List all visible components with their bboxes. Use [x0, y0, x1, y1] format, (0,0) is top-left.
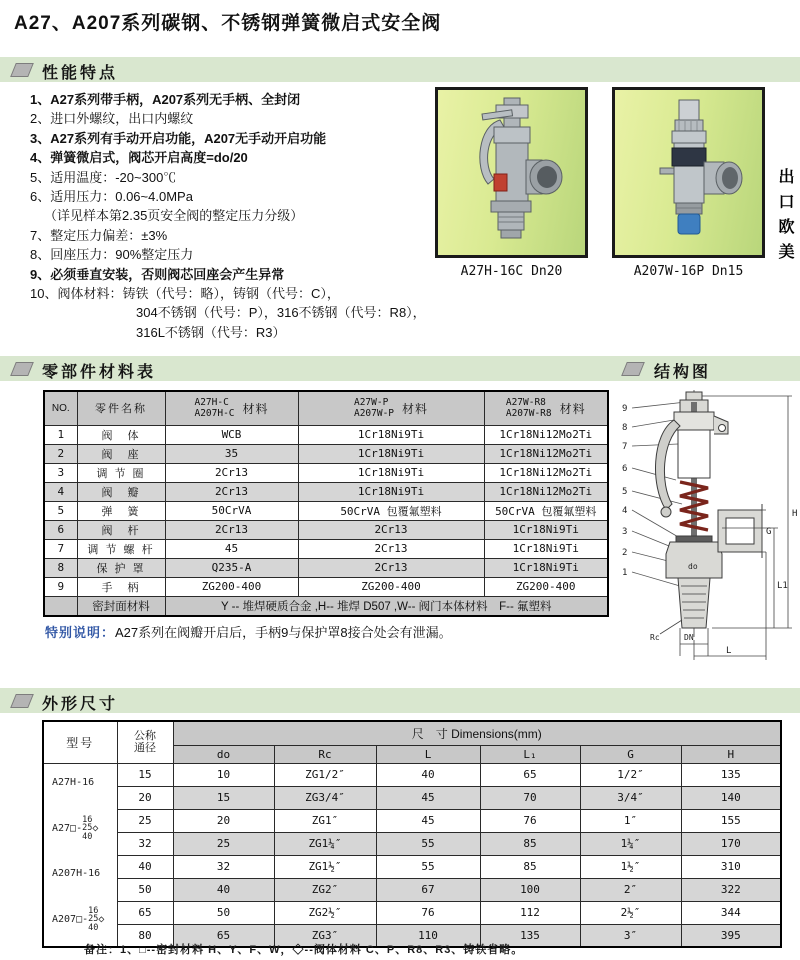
- material-cell: 2Cr13: [298, 520, 484, 539]
- feature-item: 316L不锈钢（代号：R3）: [136, 324, 286, 340]
- photo-caption-a207w: A207W-16P Dn15: [633, 264, 744, 279]
- part-name-cell: 阀 杆: [77, 520, 165, 539]
- dim-cell: 65: [480, 763, 580, 786]
- model-code: A207W-R8: [505, 408, 552, 420]
- dim-cell: ZG1/2″: [274, 763, 376, 786]
- dim-cell: 1½″: [580, 855, 681, 878]
- no-cell: 8: [44, 558, 77, 577]
- dim-cell: 1¼″: [580, 832, 681, 855]
- material-cell: 50CrVA 包覆氟塑料: [298, 501, 484, 520]
- seal-value-cell: Y -- 堆焊硬质合金 ,H-- 堆焊 D507 ,W-- 阀门本体材料 F-- 氟塑料: [165, 596, 608, 616]
- section-bar-features: [0, 57, 800, 82]
- table-row: [43, 832, 781, 855]
- col-header-L1: L₁: [480, 745, 580, 763]
- part-name-cell: 调 节 螺 杆: [77, 539, 165, 558]
- part-name-cell: 弹 簧: [77, 501, 165, 520]
- feature-item: 10、阀体材料：铸铁（代号：略），铸钢（代号：C），: [30, 286, 340, 302]
- dim-cell: 67: [376, 878, 480, 901]
- material-cell: ZG200-400: [298, 577, 484, 596]
- table-row: [43, 901, 781, 924]
- export-market-label: 出口欧美: [776, 168, 793, 268]
- feature-item: 3、A27系列有手动开启功能，A207无手动开启功能: [30, 130, 327, 146]
- table-row: [44, 558, 608, 577]
- part-number-label: 3: [622, 527, 628, 537]
- dim-cell: 344: [681, 901, 781, 924]
- section-bar-materials: [0, 356, 800, 381]
- features-heading: 性能特点: [42, 65, 119, 82]
- table-row: [44, 463, 608, 482]
- dim-cell: ZG1″: [274, 809, 376, 832]
- material-cell: 1Cr18Ni12Mo2Ti: [484, 463, 608, 482]
- material-cell: Q235-A: [165, 558, 298, 577]
- materials-heading: 零部件材料表: [42, 364, 157, 381]
- material-label: 材料: [559, 401, 586, 416]
- material-cell: 1Cr18Ni9Ti: [298, 463, 484, 482]
- table-row: [44, 425, 608, 444]
- material-cell: 1Cr18Ni12Mo2Ti: [484, 425, 608, 444]
- material-cell: 2Cr13: [165, 482, 298, 501]
- part-number-label: 6: [622, 464, 628, 474]
- dim-cell: ZG3″: [274, 924, 376, 947]
- feature-item: 2、进口外螺纹，出口内螺纹: [30, 111, 194, 127]
- dim-cell: 20: [173, 809, 274, 832]
- dim-label-do: do: [688, 562, 698, 571]
- dim-cell: 15: [173, 786, 274, 809]
- structure-diagram: [616, 388, 800, 672]
- dim-cell: 76: [480, 809, 580, 832]
- part-number-label: 4: [622, 506, 628, 516]
- part-number-label: 7: [622, 442, 628, 452]
- dim-label-H: H: [792, 509, 798, 519]
- section-marker-icon: [10, 63, 34, 77]
- table-row: [43, 809, 781, 832]
- special-note: [45, 622, 452, 641]
- dim-cell: 45: [376, 809, 480, 832]
- material-cell: 1Cr18Ni9Ti: [484, 558, 608, 577]
- part-number-label: 8: [622, 423, 628, 433]
- material-cell: ZG200-400: [165, 577, 298, 596]
- table-row: [43, 786, 781, 809]
- material-label: 材料: [402, 401, 429, 416]
- dn-cell: 65: [117, 901, 173, 924]
- no-cell: 4: [44, 482, 77, 501]
- section-marker-icon: [10, 362, 34, 376]
- dn-cell: 40: [117, 855, 173, 878]
- dim-cell: ZG1½″: [274, 855, 376, 878]
- valve-a207w-image: [615, 90, 762, 255]
- material-cell: 1Cr18Ni9Ti: [298, 425, 484, 444]
- feature-item: 1、A27系列带手柄，A207系列无手柄、全封闭: [30, 92, 301, 107]
- table-row: [44, 501, 608, 520]
- model-code: A27W-P: [353, 397, 389, 409]
- part-name-cell: 阀 体: [77, 425, 165, 444]
- dim-cell: 112: [480, 901, 580, 924]
- dim-cell: 40: [173, 878, 274, 901]
- model-code: A207W-P: [353, 408, 395, 420]
- model-header-cell: 型号: [43, 721, 117, 763]
- model-label: A207□- 16 25 40 ◇: [52, 905, 105, 933]
- material-cell: 2Cr13: [298, 539, 484, 558]
- table-row: [43, 878, 781, 901]
- no-cell: 9: [44, 577, 77, 596]
- seal-label-cell: 密封面材料: [77, 596, 165, 616]
- dim-cell: 140: [681, 786, 781, 809]
- features-list: [30, 90, 435, 342]
- material-cell: 50CrVA: [165, 501, 298, 520]
- no-cell: 1: [44, 425, 77, 444]
- dim-cell: 110: [376, 924, 480, 947]
- feature-item: 6、适用压力：0.06~4.0MPa: [30, 189, 193, 205]
- dim-cell: 155: [681, 809, 781, 832]
- dim-cell: 322: [681, 878, 781, 901]
- material-cell: 1Cr18Ni12Mo2Ti: [484, 444, 608, 463]
- material-cell: 35: [165, 444, 298, 463]
- col-header-L: L: [376, 745, 480, 763]
- table-row: [44, 482, 608, 501]
- material-cell: 1Cr18Ni9Ti: [484, 520, 608, 539]
- part-number-label: 1: [622, 568, 628, 578]
- table-row: [43, 855, 781, 878]
- material-cell: 1Cr18Ni9Ti: [298, 444, 484, 463]
- feature-item: （详见样本第2.35页安全阀的整定压力分级）: [44, 208, 304, 224]
- part-name-cell: 保 护 罩: [77, 558, 165, 577]
- material-cell: 1Cr18Ni12Mo2Ti: [484, 482, 608, 501]
- material-col-header: [165, 391, 298, 425]
- table-row: [44, 596, 608, 616]
- dim-cell: 55: [376, 855, 480, 878]
- valve-a27h-image: [438, 90, 585, 255]
- table-row: [44, 539, 608, 558]
- part-name-cell: 阀 座: [77, 444, 165, 463]
- dn-header-line: 通径: [134, 742, 156, 755]
- dim-cell: 70: [480, 786, 580, 809]
- table-row: [44, 444, 608, 463]
- dim-cell: 76: [376, 901, 480, 924]
- dim-cell: ZG1¼″: [274, 832, 376, 855]
- material-cell: ZG200-400: [484, 577, 608, 596]
- part-number-label: 9: [622, 404, 628, 414]
- dim-cell: 1″: [580, 809, 681, 832]
- dim-cell: 85: [480, 855, 580, 878]
- material-cell: 2Cr13: [298, 558, 484, 577]
- material-cell: 2Cr13: [165, 463, 298, 482]
- material-label: 材料: [242, 401, 269, 416]
- material-cell: 50CrVA 包覆氟塑料: [484, 501, 608, 520]
- part-name-cell: 调 节 圈: [77, 463, 165, 482]
- dim-label-L1: L1: [777, 581, 788, 591]
- dimensions-span-header: 尺 寸 Dimensions(mm): [173, 721, 781, 745]
- dn-header-cell: [117, 721, 173, 763]
- dimensions-table: [42, 720, 782, 948]
- table-row: [44, 577, 608, 596]
- feature-item: 7、整定压力偏差：±3%: [30, 227, 168, 243]
- dim-cell: ZG3/4″: [274, 786, 376, 809]
- dim-label-L: L: [726, 646, 732, 656]
- material-col-header: [484, 391, 608, 425]
- feature-item: 4、弹簧微启式，阀芯开启高度=do/20: [30, 150, 248, 166]
- part-name-header-cell: 零件名称: [77, 391, 165, 425]
- section-marker-icon: [621, 362, 645, 376]
- dim-cell: 100: [480, 878, 580, 901]
- model-cell: [43, 763, 117, 947]
- dim-cell: 170: [681, 832, 781, 855]
- dim-cell: 2½″: [580, 901, 681, 924]
- dim-cell: ZG2″: [274, 878, 376, 901]
- materials-table: [43, 390, 609, 617]
- material-cell: WCB: [165, 425, 298, 444]
- section-bar-dimensions: [0, 688, 800, 713]
- model-code: A27H-C: [194, 397, 229, 409]
- part-number-label: 5: [622, 487, 628, 497]
- section-marker-icon: [10, 694, 34, 708]
- special-note-text: A27系列在阀瓣开启后，手柄9与保护罩8接合处会有泄漏。: [115, 625, 452, 640]
- material-cell: 1Cr18Ni9Ti: [298, 482, 484, 501]
- dn-header-line: 公称: [134, 730, 156, 743]
- model-label: A27H-16: [52, 777, 95, 789]
- valve-photo-a207w: [612, 87, 765, 258]
- dim-cell: 310: [681, 855, 781, 878]
- dim-cell: 85: [480, 832, 580, 855]
- no-cell: 7: [44, 539, 77, 558]
- table-row: [43, 763, 781, 786]
- footnote: 备注：1、□--密封材料 H、Y、F、W，◇--阀体材料 C、P、R8、R3、铸铁省略。: [84, 944, 524, 956]
- dim-cell: 25: [173, 832, 274, 855]
- dn-cell: 15: [117, 763, 173, 786]
- col-header-H: H: [681, 745, 781, 763]
- page-title: A27、A207系列碳钢、不锈钢弹簧微启式安全阀: [14, 13, 442, 34]
- dim-label-DN: DN: [684, 633, 694, 642]
- material-cell: 1Cr18Ni9Ti: [484, 539, 608, 558]
- no-cell: 6: [44, 520, 77, 539]
- feature-item: 9、必须垂直安装，否则阀芯回座会产生异常: [30, 266, 285, 282]
- part-name-cell: 手 柄: [77, 577, 165, 596]
- feature-item: 8、回座压力：90%整定压力: [30, 247, 194, 263]
- no-header-cell: NO.: [44, 391, 77, 425]
- dim-cell: 50: [173, 901, 274, 924]
- col-header-do: do: [173, 745, 274, 763]
- model-code: A207H-C: [194, 408, 235, 420]
- feature-item: 5、适用温度：-20~300℃: [30, 169, 177, 185]
- col-header-Rc: Rc: [274, 745, 376, 763]
- model-label: A207H-16: [52, 868, 101, 880]
- feature-item: 304不锈钢（代号：P），316不锈钢（代号：R8），: [136, 305, 426, 321]
- material-cell: 2Cr13: [165, 520, 298, 539]
- part-number-label: 2: [622, 548, 628, 558]
- dn-cell: 32: [117, 832, 173, 855]
- dim-cell: 3″: [580, 924, 681, 947]
- dn-cell: 50: [117, 878, 173, 901]
- dim-cell: 65: [173, 924, 274, 947]
- dn-cell: 80: [117, 924, 173, 947]
- dim-cell: 135: [480, 924, 580, 947]
- dim-cell: 55: [376, 832, 480, 855]
- dim-cell: 395: [681, 924, 781, 947]
- dim-cell: 40: [376, 763, 480, 786]
- no-cell: 5: [44, 501, 77, 520]
- dim-cell: ZG2½″: [274, 901, 376, 924]
- dn-cell: 25: [117, 809, 173, 832]
- special-note-label: 特别说明：: [45, 625, 116, 640]
- dn-cell: 20: [117, 786, 173, 809]
- part-name-cell: 阀 瓣: [77, 482, 165, 501]
- model-label: A27□- 16 25 40 ◇: [52, 814, 99, 842]
- no-cell: 2: [44, 444, 77, 463]
- dim-label-G: G: [766, 527, 772, 537]
- material-col-header: [298, 391, 484, 425]
- dim-cell: 10: [173, 763, 274, 786]
- dim-cell: 32: [173, 855, 274, 878]
- valve-photo-a27h: [435, 87, 588, 258]
- table-row: [44, 520, 608, 539]
- model-code: A27W-R8: [505, 397, 546, 409]
- photo-caption-a27h: A27H-16C Dn20: [460, 264, 563, 279]
- dim-cell: 45: [376, 786, 480, 809]
- no-cell: [44, 596, 77, 616]
- dimensions-heading: 外形尺寸: [42, 696, 119, 713]
- dim-cell: 2″: [580, 878, 681, 901]
- structure-heading: 结构图: [654, 364, 712, 381]
- dim-cell: 1/2″: [580, 763, 681, 786]
- dim-label-Rc: Rc: [650, 633, 660, 642]
- no-cell: 3: [44, 463, 77, 482]
- material-cell: 45: [165, 539, 298, 558]
- dim-cell: 3/4″: [580, 786, 681, 809]
- dim-cell: 135: [681, 763, 781, 786]
- col-header-G: G: [580, 745, 681, 763]
